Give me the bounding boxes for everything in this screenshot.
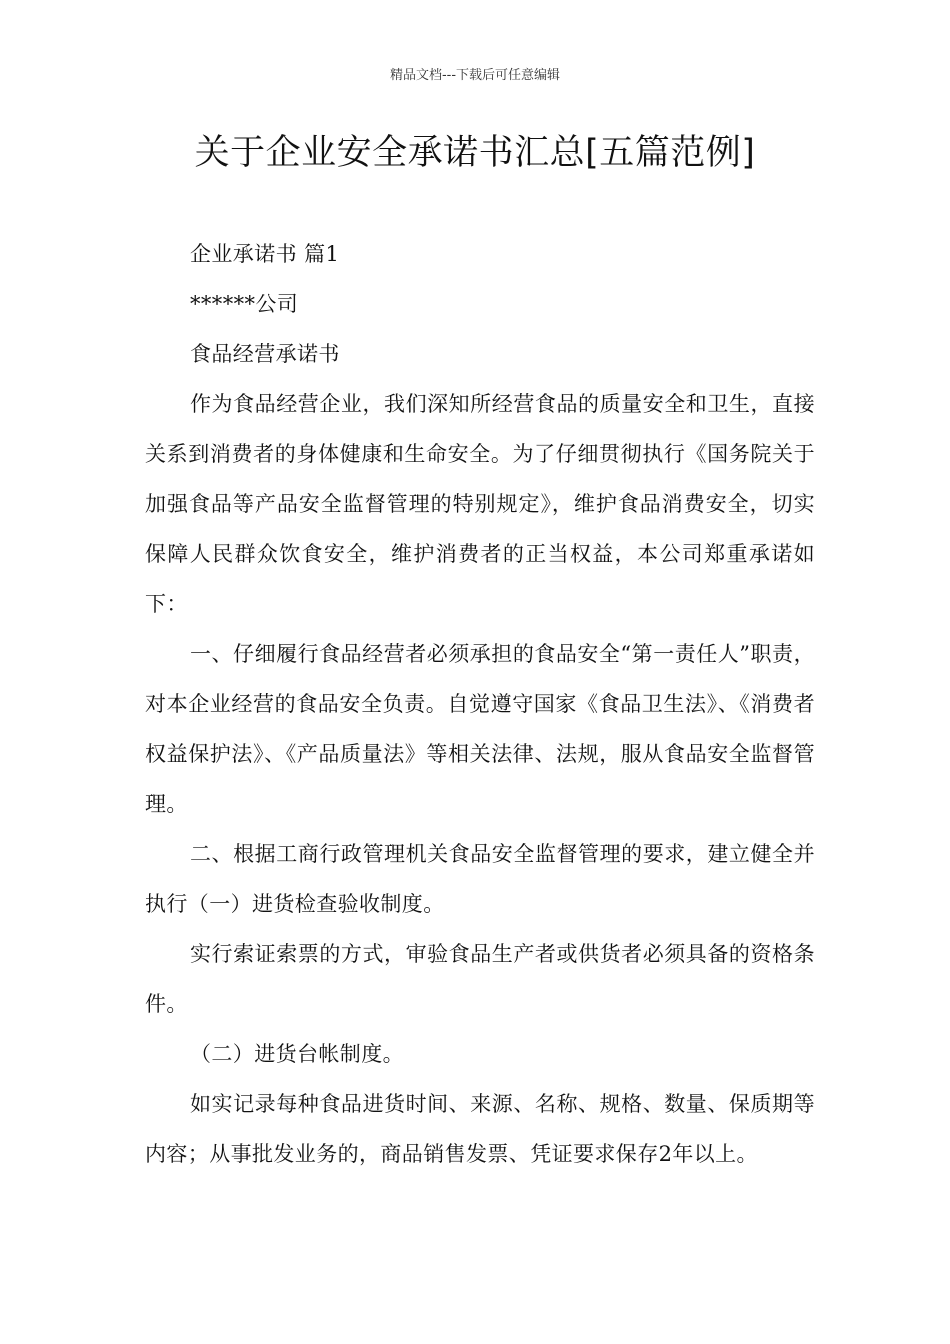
paragraph-item-2-detail: 实行索证索票的方式，审验食品生产者或供货者必须具备的资格条件。 [145, 942, 815, 1016]
paragraph-subitem-2-detail: 如实记录每种食品进货时间、来源、名称、规格、数量、保质期等内容；从事批发业务的，商品销售发票、凭证要求保存2年以上。 [145, 1092, 815, 1166]
company-name: ******公司 [190, 292, 299, 316]
paragraph-subitem-2: （二）进货台帐制度。 [190, 1042, 404, 1066]
paragraph-item-2: 二、根据工商行政管理机关食品安全监督管理的要求，建立健全并执行（一）进货检查验收制度。 [145, 842, 815, 916]
header-note: 精品文档---下载后可任意编辑 [389, 68, 561, 83]
section-heading: 企业承诺书 篇1 [190, 242, 340, 266]
paragraph-intro: 作为食品经营企业，我们深知所经营食品的质量安全和卫生，直接关系到消费者的身体健康和生命安全。为了仔细贯彻执行《国务院关于加强食品等产品安全监督管理的特别规定》，维护食品消费安全，切实保障人民群众饮食安全，维护消费者的正当权益，本公司郑重承诺如下： [145, 392, 815, 616]
subtitle: 食品经营承诺书 [190, 342, 340, 366]
document-body [145, 229, 815, 1179]
paragraph-item-1: 一、仔细履行食品经营者必须承担的食品安全“第一责任人”职责，对本企业经营的食品安全负责。自觉遵守国家《食品卫生法》、《消费者权益保护法》、《产品质量法》等相关法律、法规，服从食品安全监督管理。 [145, 642, 815, 816]
document-title: 关于企业安全承诺书汇总[五篇范例] [194, 133, 756, 173]
